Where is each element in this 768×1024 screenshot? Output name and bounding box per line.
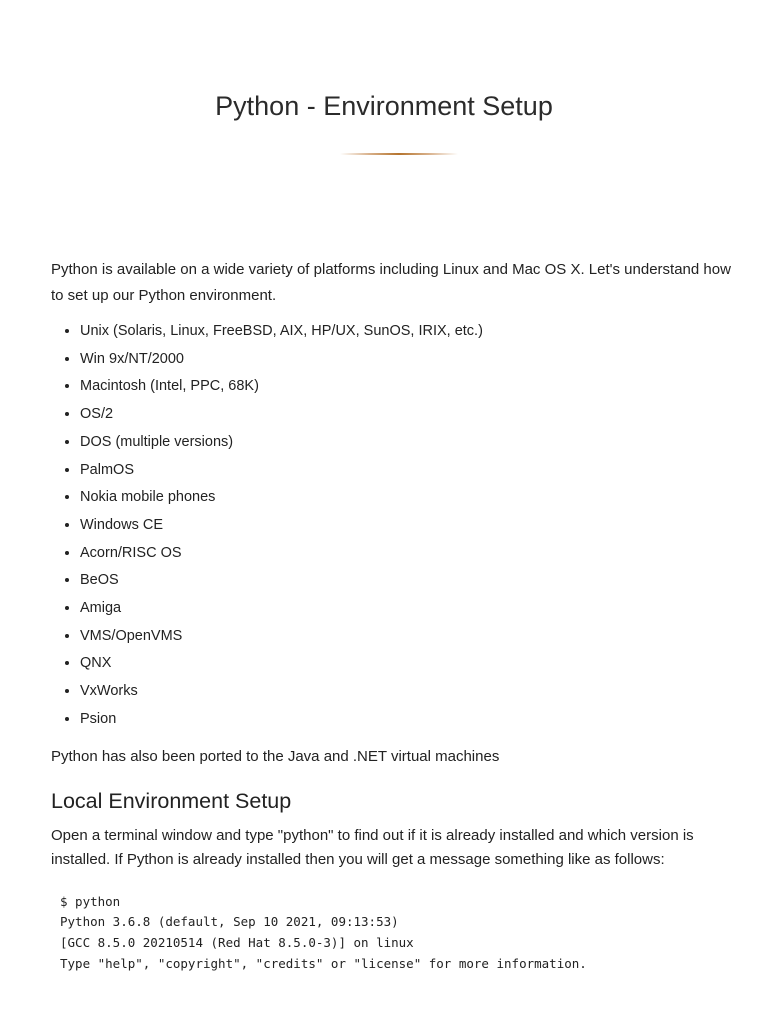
platform-list	[51, 318, 731, 734]
list-item: • Psion	[80, 706, 731, 734]
code-line: $ python	[60, 893, 121, 909]
intro-paragraph: Python is available on a wide variety of platforms including Linux and Mac OS X. Let's understand how to set up our Python environment.	[51, 261, 731, 304]
list-item: • BeOS	[80, 567, 731, 595]
list-item: • Unix (Solaris, Linux, FreeBSD, AIX, HP/UX, SunOS, IRIX, etc.)	[80, 318, 731, 346]
section-heading-local-setup: Local Environment Setup	[51, 788, 292, 813]
list-item: • PalmOS	[80, 457, 731, 485]
list-item: • Acorn/RISC OS	[80, 540, 731, 568]
list-item: • Amiga	[80, 595, 731, 623]
list-item: • Win 9x/NT/2000	[80, 346, 731, 374]
page-title: Python - Environment Setup	[215, 91, 553, 121]
list-item: • QNX	[80, 650, 731, 678]
list-item: • OS/2	[80, 401, 731, 429]
ported-note: Python has also been ported to the Java and .NET virtual machines	[51, 747, 500, 765]
list-item: • VMS/OpenVMS	[80, 623, 731, 651]
list-item: • Nokia mobile phones	[80, 484, 731, 512]
code-line: Python 3.6.8 (default, Sep 10 2021, 09:13:53)	[60, 914, 399, 930]
list-item: • Macintosh (Intel, PPC, 68K)	[80, 373, 731, 401]
list-item: • DOS (multiple versions)	[80, 429, 731, 457]
article-content	[51, 257, 731, 975]
code-line: Type "help", "copyright", "credits" or "license" for more information.	[60, 955, 587, 971]
list-item: • Windows CE	[80, 512, 731, 540]
local-setup-description: Open a terminal window and type "python" to find out if it is already installed and which version is installed. If Python is already installed then you will get a message something like as follows:	[51, 826, 694, 868]
code-block	[60, 892, 731, 975]
list-item: • VxWorks	[80, 678, 731, 706]
title-divider	[340, 153, 458, 155]
code-line: [GCC 8.5.0 20210514 (Red Hat 8.5.0-3)] on linux	[60, 935, 414, 951]
